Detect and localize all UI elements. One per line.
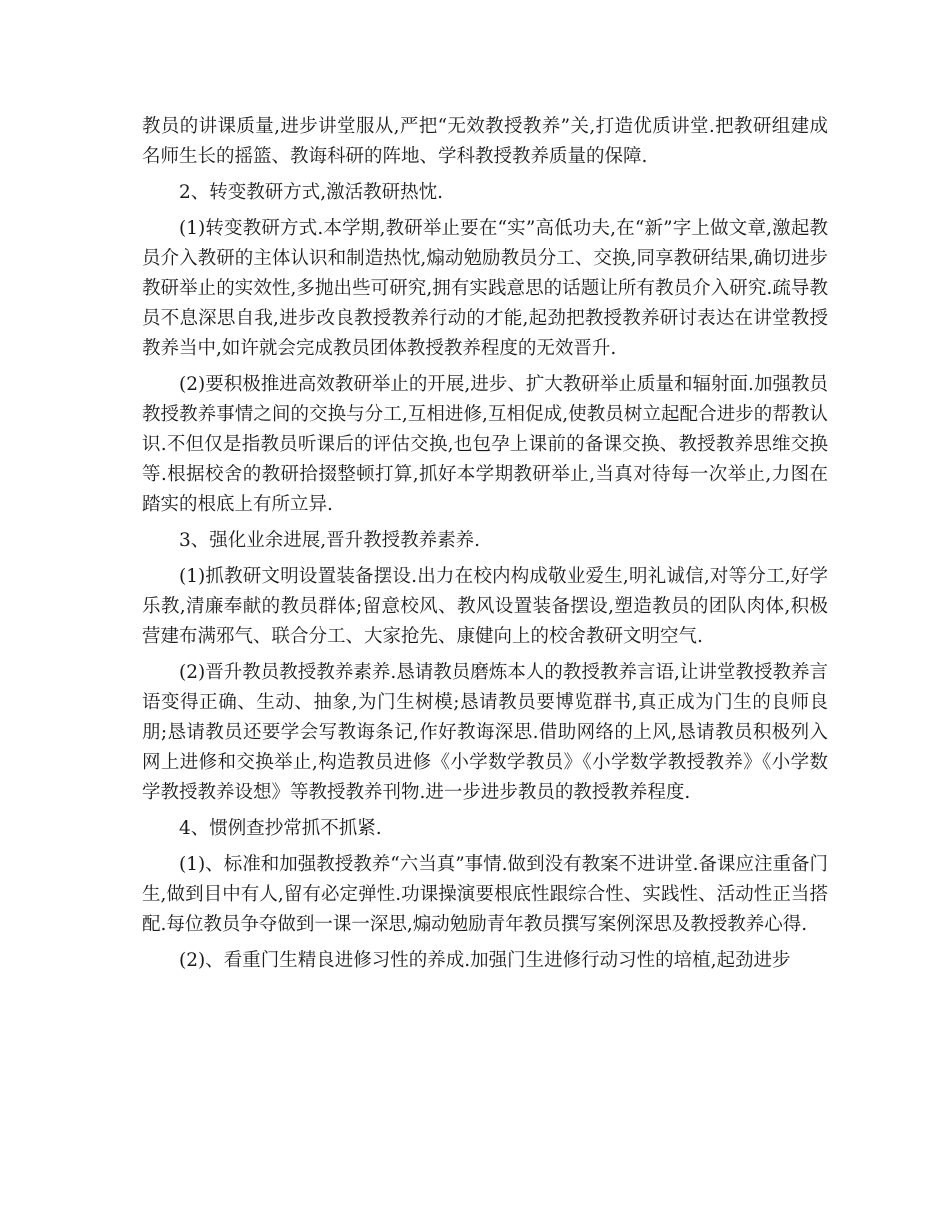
paragraph: (1)、标准和加强教授教养“六当真”事情.做到没有教案不进讲堂.备课应注重备门生,做到目中有人,留有必定弹性.功课操演要根底性跟综合性、实践性、活动性正当搭配.每位教员争夺做到一课一深思,煽动勉励青年教员撰写案例深思及教授教养心得. <box>142 854 828 935</box>
paragraph: (2)要积极推进高效教研举止的开展,进步、扩大教研举止质量和辐射面.加强教员教授教养事情之间的交换与分工,互相进修,互相促成,使教员树立起配合进步的帮教认识.不但仅是指教员听课后的评估交换,也包孕上课前的备课交换、教授教养思维交换等.根据校舍的教研拾掇整顿打算,抓好本学期教研举止,当真对待每一次举止,力图在踏实的根底上有所立异. <box>142 374 828 515</box>
paragraph: 教员的讲课质量,进步讲堂服从,严把“无效教授教养”关,打造优质讲堂.把教研组建成名师生长的摇篮、教诲科研的阵地、学科教授教养质量的保障. <box>142 116 828 167</box>
paragraph: (1)抓教研文明设置装备摆设.出力在校内构成敬业爱生,明礼诚信,对等分工,好学乐教,清廉奉献的教员群体;留意校风、教风设置装备摆设,塑造教员的团队肉体,积极营建布满邪气、联合分工、大家抢先、康健向上的校舍教研文明空气. <box>142 566 828 647</box>
document-body <box>142 112 828 982</box>
paragraph: (2)晋升教员教授教养素养.恳请教员磨炼本人的教授教养言语,让讲堂教授教养言语变得正确、生动、抽象,为门生树模;恳请教员要博览群书,真正成为门生的良师良朋;恳请教员还要学会写教诲条记,作好教诲深思.借助网络的上风,恳请教员积极列入网上进修和交换举止,构造教员进修《小学数学教员》《小学数学教授教养》《小学数学教授教养设想》等教授教养刊物.进一步进步教员的教授教养程度. <box>142 662 828 803</box>
section-heading: 4、惯例查抄常抓不抓紧. <box>179 818 382 839</box>
section-heading: 2、转变教研方式,激活教研热忱. <box>179 182 444 203</box>
paragraph: (2)、看重门生精良进修习性的养成.加强门生进修行动习性的培植,起劲进步 <box>179 950 791 971</box>
paragraph: (1)转变教研方式.本学期,教研举止要在“实”高低功夫,在“新”字上做文章,激起教员介入教研的主体认识和制造热忱,煽动勉励教员分工、交换,同享教研结果,确切进步教研举止的实效性,多抛出些可研究,拥有实践意思的话题让所有教员介入研究.疏导教员不息深思自我,进步改良教授教养行动的才能,起劲把教授教养研讨表达在讲堂教授教养当中,如许就会完成教员团体教授教养程度的无效晋升. <box>142 218 828 359</box>
section-heading: 3、强化业余进展,晋升教授教养素养. <box>179 530 481 551</box>
